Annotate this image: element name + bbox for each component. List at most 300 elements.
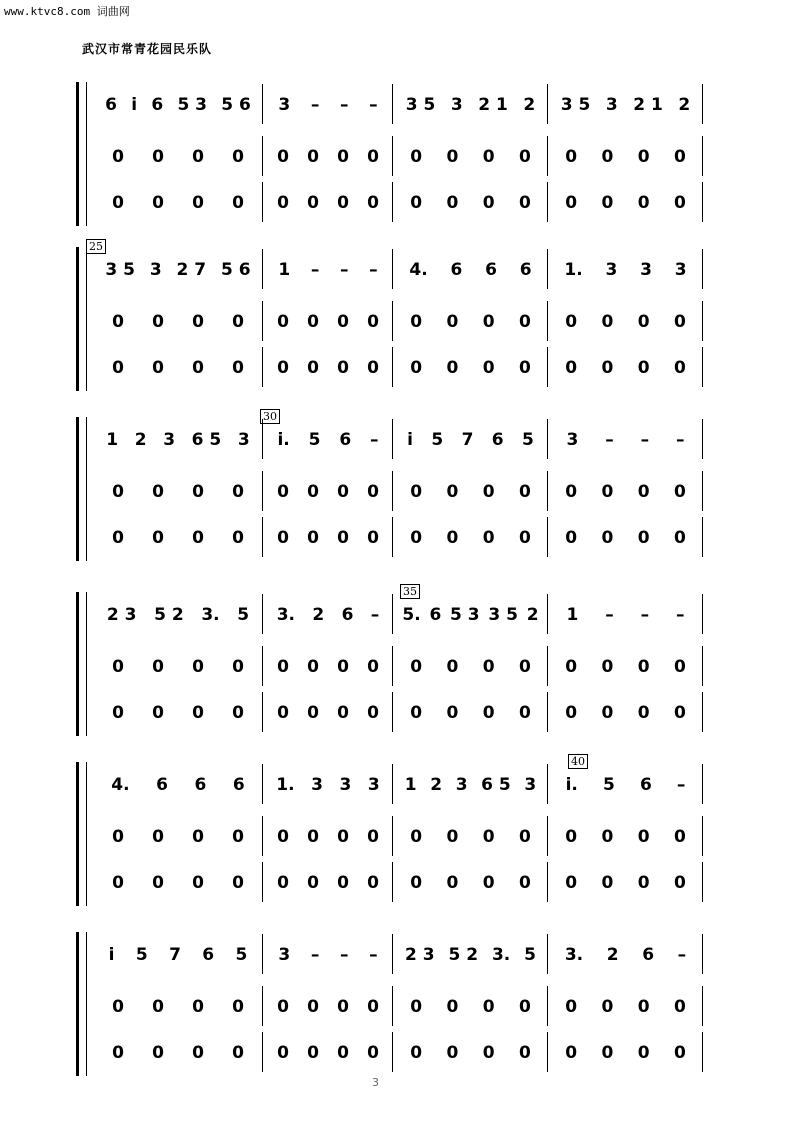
measure (268, 1042, 388, 1064)
score-system (76, 80, 716, 230)
note: 3 (450, 95, 463, 115)
barline (392, 517, 393, 557)
measure (98, 527, 258, 549)
measure (553, 702, 698, 724)
note: 6 (519, 260, 532, 280)
note: 0 (601, 1043, 614, 1063)
note: 0 (410, 528, 423, 548)
barline (262, 1032, 263, 1072)
note: i (131, 95, 138, 115)
note: 0 (277, 193, 289, 213)
barline (702, 84, 703, 124)
score-system (76, 410, 716, 565)
note: 6 (339, 430, 352, 450)
note: 0 (673, 1043, 686, 1063)
note: 0 (446, 873, 459, 893)
measure (398, 702, 543, 724)
barline (262, 249, 263, 289)
note: 5 (431, 430, 444, 450)
rehearsal-mark: 25 (86, 239, 106, 254)
barline (392, 692, 393, 732)
bot-part-row (92, 1042, 712, 1064)
note: 0 (410, 997, 423, 1017)
note: 0 (307, 997, 319, 1017)
barline (547, 182, 548, 222)
barline (702, 347, 703, 387)
barline (547, 1032, 548, 1072)
note: 3. (276, 605, 295, 625)
system-brace-inner (86, 247, 87, 391)
note: – (370, 430, 379, 450)
measure (268, 944, 388, 966)
note: i (108, 945, 115, 965)
note: 0 (518, 873, 531, 893)
barline (702, 471, 703, 511)
bot-part-row (92, 527, 712, 549)
measure (398, 146, 543, 168)
barline (702, 517, 703, 557)
top-part-row (92, 259, 712, 281)
site-header: www.ktvc8.com 词曲网 (4, 5, 130, 18)
note: 3 (640, 260, 652, 280)
barline (262, 986, 263, 1026)
barline (702, 136, 703, 176)
score-system (76, 240, 716, 395)
note: 6 (202, 945, 215, 965)
note: 0 (232, 358, 244, 378)
note: 0 (337, 1043, 349, 1063)
barline (392, 347, 393, 387)
note: 3. (491, 945, 511, 965)
note: 1 (404, 775, 417, 795)
barline (702, 934, 703, 974)
measure (398, 872, 543, 894)
measure (98, 656, 258, 678)
note: 0 (232, 312, 244, 332)
note: 0 (367, 1043, 379, 1063)
rehearsal-mark: 35 (400, 584, 420, 599)
note: 0 (637, 873, 650, 893)
mid-part-row (92, 311, 712, 333)
mid-part-row (92, 826, 712, 848)
note: 0 (446, 528, 459, 548)
measure (553, 774, 698, 796)
note: 0 (637, 147, 650, 167)
note: 0 (192, 312, 204, 332)
note: 0 (518, 997, 531, 1017)
note: 0 (637, 193, 650, 213)
note: 0 (446, 827, 459, 847)
note: 0 (277, 997, 289, 1017)
note: 0 (637, 312, 650, 332)
note: 0 (565, 873, 578, 893)
note: 6 (232, 775, 245, 795)
note: 3 (339, 775, 352, 795)
barline (547, 862, 548, 902)
note: 0 (518, 1043, 531, 1063)
barline (547, 816, 548, 856)
measure (553, 826, 698, 848)
note: 0 (152, 827, 164, 847)
note: 0 (152, 873, 164, 893)
note: 0 (337, 482, 349, 502)
note: 0 (446, 358, 459, 378)
measure (398, 192, 543, 214)
note: 3 5 (105, 260, 135, 280)
system-brace-inner (86, 932, 87, 1076)
note: 0 (673, 193, 686, 213)
note: 0 (337, 873, 349, 893)
note: 3 (311, 775, 323, 795)
note: 0 (482, 193, 495, 213)
mid-part-row (92, 656, 712, 678)
note: 0 (152, 147, 164, 167)
note: 0 (337, 703, 349, 723)
measure (268, 996, 388, 1018)
score-system (76, 585, 716, 740)
note: 6 (485, 260, 497, 280)
barline (547, 301, 548, 341)
note: 0 (192, 528, 204, 548)
note: 0 (112, 997, 124, 1017)
note: 2 1 (478, 95, 508, 115)
barline (262, 347, 263, 387)
note: 0 (277, 358, 289, 378)
measure (268, 872, 388, 894)
barline (702, 646, 703, 686)
note: 0 (482, 657, 495, 677)
note: 0 (192, 997, 204, 1017)
note: 0 (152, 997, 164, 1017)
bot-part-row (92, 702, 712, 724)
measure (98, 702, 258, 724)
measure (268, 311, 388, 333)
note: 3 (455, 775, 468, 795)
barline (547, 249, 548, 289)
barline (702, 249, 703, 289)
note: 0 (307, 482, 319, 502)
note: 0 (673, 147, 686, 167)
note: 7 (461, 430, 474, 450)
measure (553, 1042, 698, 1064)
note: 0 (152, 528, 164, 548)
note: 2 3 (106, 605, 137, 625)
note: – (370, 605, 380, 625)
note: 5 6 (221, 95, 251, 115)
system-brace-inner (86, 762, 87, 906)
barline (392, 136, 393, 176)
note: 5 (135, 945, 148, 965)
score-system (76, 930, 716, 1080)
note: 1 (278, 260, 291, 280)
bot-part-row (92, 357, 712, 379)
note: 6 (105, 95, 117, 115)
measure (268, 429, 388, 451)
note: 0 (337, 997, 349, 1017)
note: 0 (410, 147, 423, 167)
note: 0 (307, 312, 319, 332)
note: 0 (277, 703, 289, 723)
note: 0 (601, 358, 614, 378)
note: 0 (518, 482, 531, 502)
note: 0 (482, 1043, 495, 1063)
note: 0 (112, 358, 124, 378)
note: – (605, 605, 614, 625)
note: 3 (605, 95, 618, 115)
note: 0 (367, 528, 379, 548)
note: – (339, 260, 349, 280)
note: 2 (430, 775, 443, 795)
note: 0 (232, 703, 244, 723)
measure (98, 1042, 258, 1064)
barline (702, 862, 703, 902)
note: 6 (194, 775, 207, 795)
note: 0 (307, 193, 319, 213)
note: 5 2 (448, 945, 479, 965)
measure (268, 146, 388, 168)
measure (98, 429, 258, 451)
note: 1 (566, 605, 579, 625)
note: 0 (232, 147, 244, 167)
note: 6 (642, 945, 655, 965)
barline (392, 862, 393, 902)
note: 6 (429, 605, 442, 625)
page-number: 3 (372, 1076, 379, 1089)
note: 0 (446, 312, 459, 332)
note: 0 (192, 703, 204, 723)
note: 2 1 (633, 95, 663, 115)
note: 5. (402, 605, 421, 625)
measure (553, 604, 698, 626)
barline (547, 84, 548, 124)
note: – (640, 605, 650, 625)
note: 2 3 (404, 945, 435, 965)
note: 3 (367, 775, 380, 795)
note: – (676, 605, 685, 625)
note: 0 (192, 1043, 204, 1063)
barline (262, 594, 263, 634)
note: 5 (521, 430, 534, 450)
barline (547, 934, 548, 974)
barline (392, 816, 393, 856)
note: i. (565, 775, 578, 795)
barline (262, 692, 263, 732)
note: 0 (410, 482, 423, 502)
note: 2 (606, 945, 619, 965)
note: 0 (152, 703, 164, 723)
top-part-row (92, 944, 712, 966)
note: 0 (446, 997, 459, 1017)
measure (98, 996, 258, 1018)
note: 0 (637, 1043, 650, 1063)
note: 0 (367, 827, 379, 847)
note: 0 (565, 997, 578, 1017)
note: 2 (678, 95, 691, 115)
note: 0 (518, 193, 531, 213)
note: 0 (446, 147, 459, 167)
note: 2 (312, 605, 325, 625)
mid-part-row (92, 146, 712, 168)
note: 0 (518, 312, 531, 332)
note: i (407, 430, 413, 450)
note: 3 (149, 260, 162, 280)
note: 0 (673, 482, 686, 502)
note: 0 (565, 827, 578, 847)
barline (262, 816, 263, 856)
note: 0 (410, 1043, 423, 1063)
note: 2 (134, 430, 147, 450)
note: – (369, 945, 378, 965)
barline (262, 646, 263, 686)
measure (398, 429, 543, 451)
note: 0 (112, 147, 124, 167)
measure (98, 481, 258, 503)
note: 3 5 (488, 605, 518, 625)
measure (268, 357, 388, 379)
measure (268, 604, 388, 626)
note: 0 (307, 827, 319, 847)
note: 3. (564, 945, 584, 965)
note: 0 (446, 657, 459, 677)
barline (702, 1032, 703, 1072)
top-part-row (92, 94, 712, 116)
measure (553, 944, 698, 966)
note: – (369, 260, 378, 280)
note: 5 3 (177, 95, 208, 115)
note: 0 (410, 873, 423, 893)
measure (398, 996, 543, 1018)
top-part-row (92, 774, 712, 796)
rehearsal-mark: 40 (568, 754, 588, 769)
measure (98, 604, 258, 626)
barline (262, 934, 263, 974)
measure (553, 429, 698, 451)
barline (702, 594, 703, 634)
note: 0 (232, 528, 244, 548)
rehearsal-mark: 30 (260, 409, 280, 424)
note: 0 (518, 827, 531, 847)
note: 0 (232, 1043, 244, 1063)
note: 0 (482, 358, 495, 378)
note: 0 (112, 193, 124, 213)
barline (392, 84, 393, 124)
barline (392, 471, 393, 511)
score-system (76, 755, 716, 910)
note: 0 (367, 482, 379, 502)
note: 0 (112, 312, 124, 332)
note: – (369, 95, 378, 115)
note: 0 (367, 147, 379, 167)
note: 0 (518, 657, 531, 677)
bot-part-row (92, 192, 712, 214)
barline (262, 182, 263, 222)
measure (553, 259, 698, 281)
note: – (339, 945, 349, 965)
barline (547, 692, 548, 732)
note: 0 (601, 193, 614, 213)
measure (98, 192, 258, 214)
barline (392, 986, 393, 1026)
note: 0 (277, 528, 289, 548)
note: 6 (450, 260, 463, 280)
note: 2 (523, 95, 536, 115)
note: – (310, 95, 320, 115)
measure (553, 872, 698, 894)
measure (553, 192, 698, 214)
barline (547, 471, 548, 511)
note: 0 (337, 193, 349, 213)
note: 0 (307, 1043, 319, 1063)
measure (268, 826, 388, 848)
barline (547, 347, 548, 387)
note: 0 (601, 827, 614, 847)
measure (398, 1042, 543, 1064)
bot-part-row (92, 872, 712, 894)
note: 0 (673, 873, 686, 893)
note: 0 (367, 193, 379, 213)
note: 0 (152, 358, 164, 378)
note: 0 (112, 1043, 124, 1063)
note: 3 (278, 95, 291, 115)
note: 6 (151, 95, 164, 115)
note: – (640, 430, 650, 450)
note: 0 (232, 997, 244, 1017)
note: 0 (112, 827, 124, 847)
note: 0 (601, 147, 614, 167)
note: 1 (106, 430, 119, 450)
note: 0 (565, 482, 578, 502)
note: 0 (673, 997, 686, 1017)
note: 0 (307, 657, 319, 677)
note: 5 (308, 430, 321, 450)
measure (553, 527, 698, 549)
note: 5 (237, 605, 250, 625)
note: 0 (482, 873, 495, 893)
note: 0 (482, 312, 495, 332)
note: 0 (277, 1043, 289, 1063)
measure (98, 826, 258, 848)
top-part-row (92, 604, 712, 626)
note: 0 (518, 358, 531, 378)
note: 0 (482, 482, 495, 502)
barline (547, 764, 548, 804)
note: 0 (601, 873, 614, 893)
note: 0 (337, 657, 349, 677)
note: 0 (673, 703, 686, 723)
measure (268, 656, 388, 678)
note: 0 (192, 657, 204, 677)
note: 6 (156, 775, 168, 795)
note: 0 (673, 358, 686, 378)
measure (98, 944, 258, 966)
note: 0 (232, 193, 244, 213)
barline (262, 136, 263, 176)
barline (392, 764, 393, 804)
note: 0 (112, 528, 124, 548)
note: 0 (637, 827, 650, 847)
note: 0 (307, 703, 319, 723)
note: 6 (491, 430, 504, 450)
note: 0 (277, 657, 289, 677)
note: 3 (163, 430, 176, 450)
note: 0 (112, 703, 124, 723)
top-part-row (92, 429, 712, 451)
note: 0 (637, 528, 650, 548)
note: i. (277, 430, 290, 450)
measure (553, 311, 698, 333)
note: – (676, 430, 685, 450)
note: 0 (637, 703, 650, 723)
